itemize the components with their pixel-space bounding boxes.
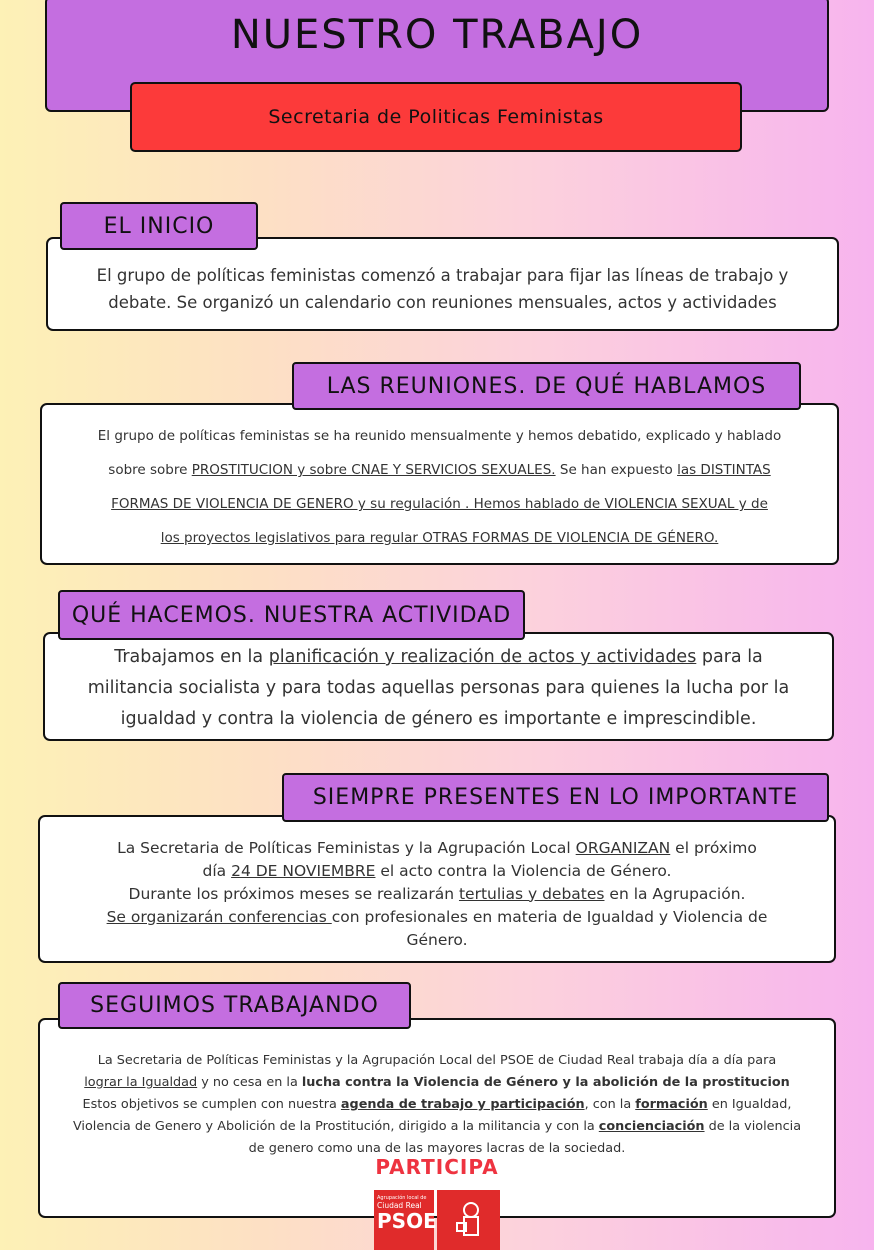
- text-segment: Trabajamos en la: [114, 647, 269, 667]
- emphasized-text: 24 DE NOVIEMBRE: [231, 861, 376, 880]
- subtitle-banner: [130, 82, 742, 152]
- emphasized-text: tertulias y debates: [458, 884, 605, 903]
- text-segment: para la: [696, 647, 763, 667]
- text-line: [117, 837, 757, 860]
- text-segment: en la Agrupación.: [604, 884, 746, 903]
- text-line: [108, 289, 776, 316]
- text-line: [88, 673, 790, 704]
- section-title-presentes: SIEMPRE PRESENTES EN LO IMPORTANTE: [282, 773, 829, 822]
- psoe-logo: [374, 1190, 500, 1250]
- text-segment: lucha contra la Violencia de Género y la abolición de la prostitucion: [301, 1075, 790, 1090]
- text-line: [98, 1050, 776, 1072]
- text-line: [121, 704, 757, 735]
- text-line: [203, 860, 672, 883]
- section-body-inicio: [46, 237, 839, 331]
- text-segment: Violencia de Genero y Abolición de la Prostitución, dirigido a la militancia y con la: [72, 1119, 599, 1134]
- logo-small-text: Agrupación local de: [377, 1195, 427, 1201]
- section-title-inicio: EL INICIO: [60, 202, 258, 250]
- text-segment: La Secretaria de Políticas Feministas y la Agrupación Local: [117, 838, 576, 857]
- emphasized-text: FORMAS DE VIOLENCIA DE GENERO y su regulación . Hemos hablado de VIOLENCIA SEXUAL y de: [111, 496, 768, 512]
- emphasized-text: Se organizarán conferencias: [106, 907, 332, 926]
- text-line: [98, 419, 781, 453]
- text-segment: Género.: [406, 930, 468, 949]
- emphasized-text: PROSTITUCION y sobre CNAE Y SERVICIOS SEXUALES.: [191, 462, 556, 478]
- section-body-reuniones: [40, 403, 839, 565]
- emphasized-text: concienciación: [598, 1119, 705, 1134]
- text-segment: de la violencia: [704, 1119, 802, 1134]
- emphasized-text: las DISTINTAS: [677, 462, 771, 478]
- text-segment: Estos objetivos se cumplen con nuestra: [82, 1097, 341, 1112]
- text-segment: igualdad y contra la violencia de género es importante e imprescindible.: [120, 709, 757, 729]
- text-segment: en Igualdad,: [707, 1097, 792, 1112]
- text-segment: y no cesa en la: [197, 1075, 302, 1090]
- emphasized-text: ORGANIZAN: [575, 838, 671, 857]
- text-line: [83, 1094, 792, 1116]
- text-segment: Durante los próximos meses se realizarán: [128, 884, 459, 903]
- rose-fist-icon: [437, 1190, 500, 1250]
- text-segment: militancia socialista y para todas aquellas personas para quienes la lucha por la: [87, 678, 790, 698]
- logo-brand: PSOE: [377, 1209, 437, 1233]
- participa-heading: PARTICIPA: [375, 1155, 499, 1179]
- text-line: [161, 521, 719, 555]
- text-segment: La Secretaria de Políticas Feministas y la Agrupación Local del PSOE de Ciudad Real trabaja día a día para: [97, 1053, 777, 1068]
- text-line: [406, 929, 467, 952]
- text-segment: el próximo: [670, 838, 757, 857]
- emphasized-text: formación: [635, 1097, 708, 1112]
- text-line: [111, 487, 768, 521]
- section-body-hacemos: [43, 632, 834, 741]
- section-title-seguimos: SEGUIMOS TRABAJANDO: [58, 982, 411, 1029]
- section-title-reuniones: LAS REUNIONES. DE QUÉ HABLAMOS: [292, 362, 801, 410]
- page-title: NUESTRO TRABAJO: [230, 12, 644, 58]
- text-segment: el acto contra la Violencia de Género.: [375, 861, 672, 880]
- emphasized-text: planificación y realización de actos y actividades: [268, 647, 697, 667]
- text-segment: El grupo de políticas feministas comenzó a trabajar para fijar las líneas de trabajo y: [96, 266, 789, 285]
- emphasized-text: los proyectos legislativos para regular OTRAS FORMAS DE VIOLENCIA DE GÉNERO.: [160, 530, 719, 546]
- emphasized-text: lograr la Igualdad: [84, 1075, 198, 1090]
- text-segment: , con la: [584, 1097, 636, 1112]
- text-line: [129, 883, 746, 906]
- text-line: [84, 1072, 790, 1094]
- section-title-hacemos: QUÉ HACEMOS. NUESTRA ACTIVIDAD: [58, 590, 525, 640]
- seguimos-text: [40, 1050, 834, 1160]
- text-line: [107, 906, 768, 929]
- section-body-presentes: [38, 815, 836, 963]
- subtitle: Secretaria de Politicas Feministas: [268, 106, 604, 128]
- text-segment: sobre sobre: [108, 462, 192, 478]
- text-segment: debate. Se organizó un calendario con reuniones mensuales, actos y actividades: [108, 293, 777, 312]
- text-line: [114, 642, 763, 673]
- text-segment: día: [202, 861, 232, 880]
- emphasized-text: agenda de trabajo y participación: [340, 1097, 585, 1112]
- text-segment: El grupo de políticas feministas se ha reunido mensualmente y hemos debatido, explicado y hablado: [97, 428, 782, 444]
- text-segment: de genero como una de las mayores lacras de la sociedad.: [248, 1141, 626, 1156]
- text-line: [108, 453, 770, 487]
- text-segment: Se han expuesto: [555, 462, 678, 478]
- text-line: [97, 262, 789, 289]
- text-line: [73, 1116, 801, 1138]
- text-segment: con profesionales en materia de Igualdad y Violencia de: [331, 907, 768, 926]
- section-body-seguimos: [38, 1018, 836, 1218]
- logo-city: Ciudad Real: [377, 1201, 422, 1210]
